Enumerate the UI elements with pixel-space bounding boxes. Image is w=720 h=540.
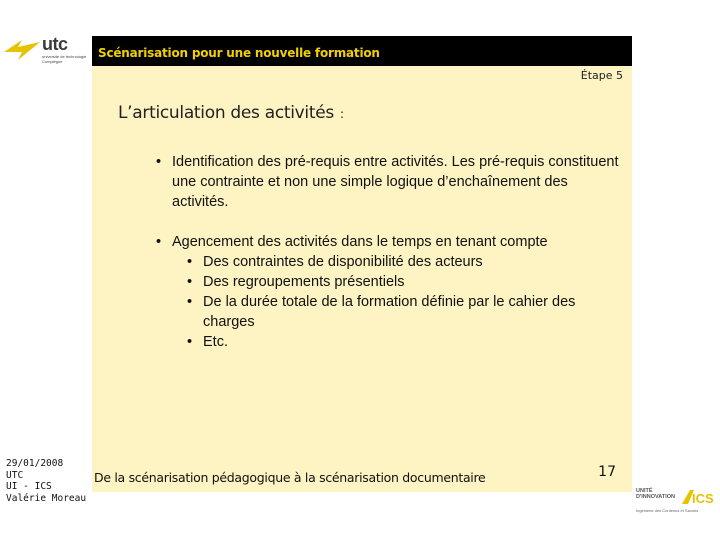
footer-text: De la scénarisation pédagogique à la scénarisation documentaire bbox=[94, 470, 486, 485]
sub-bullet-text: Etc. bbox=[203, 334, 228, 350]
sub-bullet-text: Des regroupements présentiels bbox=[203, 274, 405, 290]
bullet-dot-icon: • bbox=[187, 334, 193, 350]
bullet-dot-icon: • bbox=[187, 254, 193, 270]
sub-bullet-item bbox=[187, 272, 626, 292]
utc-logo-subtitle: université de technologie Compiègne bbox=[42, 54, 87, 64]
header-title: Scénarisation pour une nouvelle formation bbox=[98, 46, 380, 60]
bullet-dot-icon: • bbox=[156, 234, 162, 250]
utc-logo-word: utc bbox=[42, 34, 68, 54]
sub-bullet-item bbox=[187, 332, 626, 352]
utc-bolt-icon bbox=[4, 38, 40, 62]
bullet-text: Identification des pré-requis entre activités. Les pré-requis constituent une contrainte et non une simple logique d’enchaînement des activités. bbox=[172, 154, 619, 210]
bullet-list bbox=[156, 152, 626, 352]
bullet-item bbox=[156, 232, 626, 252]
author-info bbox=[6, 458, 86, 504]
org-text: UTC bbox=[6, 469, 24, 481]
sub-bullet-text: Des contraintes de disponibilité des acteurs bbox=[203, 254, 483, 270]
page-number: 17 bbox=[598, 464, 616, 480]
sub-bullet-item bbox=[187, 292, 626, 332]
unit-text: UI - ICS bbox=[6, 481, 52, 492]
unite-logo-subtitle: Ingénierie des Contenus et Savoirs bbox=[636, 508, 699, 513]
slide-title-colon: : bbox=[339, 107, 344, 121]
svg-text:ICS: ICS bbox=[692, 491, 714, 506]
unite-innovation-logo bbox=[636, 488, 716, 514]
bullet-item bbox=[156, 152, 626, 212]
bullet-text: Agencement des activités dans le temps en tenant compte bbox=[172, 234, 548, 250]
unite-logo-text: UNITÉ D'INNOVATION bbox=[636, 488, 675, 500]
step-label: Étape 5 bbox=[580, 69, 623, 82]
slide-content-panel bbox=[92, 66, 632, 492]
ics-logo-icon bbox=[680, 488, 714, 506]
bullet-dot-icon: • bbox=[156, 154, 162, 170]
sub-bullet-text: De la durée totale de la formation définie par le cahier des charges bbox=[203, 294, 576, 330]
header-bar bbox=[92, 36, 632, 66]
date-text: 29/01/2008 bbox=[6, 458, 64, 469]
slide-title bbox=[118, 103, 344, 123]
sub-bullet-item bbox=[187, 252, 626, 272]
bullet-dot-icon: • bbox=[187, 274, 193, 290]
utc-logo bbox=[4, 36, 90, 72]
author-text: Valérie Moreau bbox=[6, 492, 87, 504]
slide-title-text: L’articulation des activités bbox=[118, 103, 334, 123]
bullet-dot-icon: • bbox=[187, 294, 193, 310]
